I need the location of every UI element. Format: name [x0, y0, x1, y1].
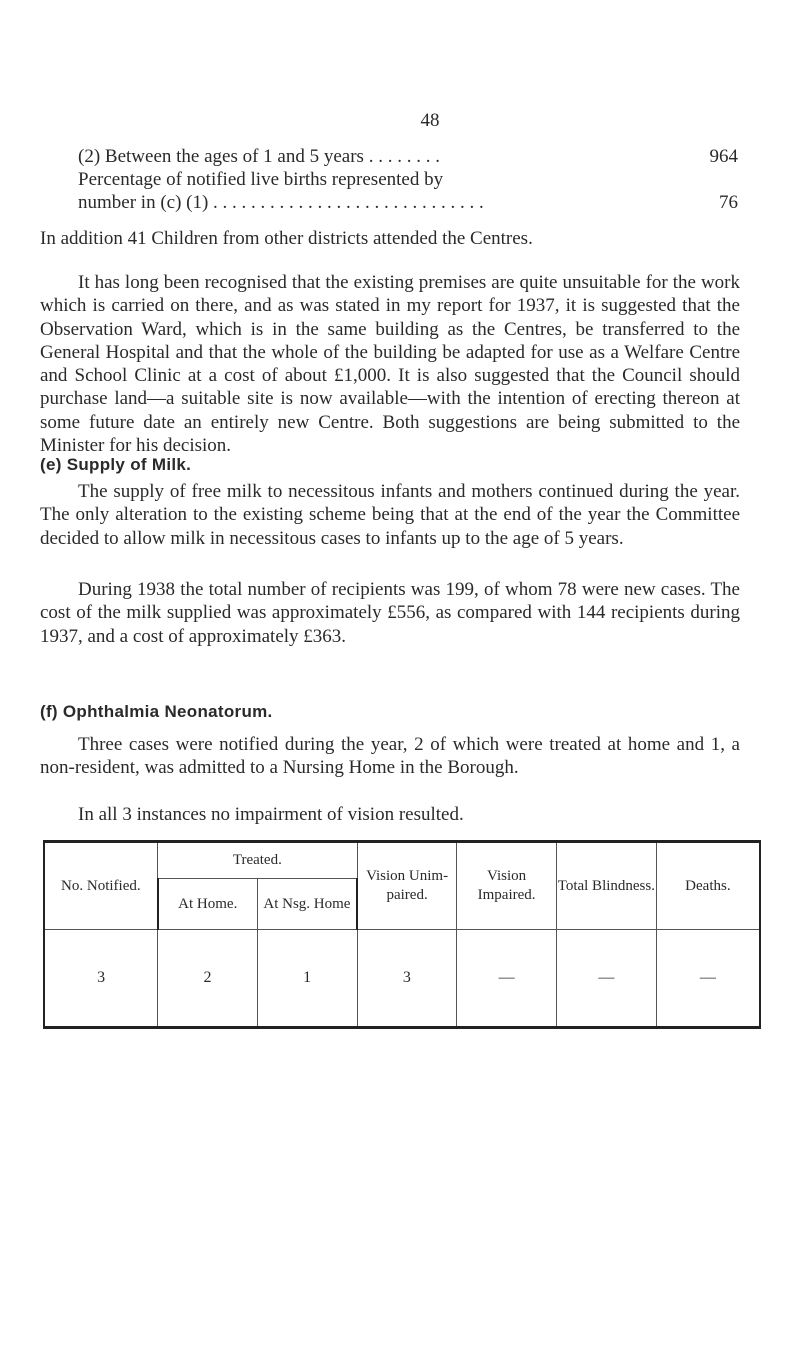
stat-label: (2) Between the ages of 1 and 5 years . . . . . . . .: [78, 146, 440, 167]
stat-value: [698, 168, 738, 191]
paragraph-ophthalmia-cases: Three cases were notified during the year, 2 of which were treated at home and 1, a non-resident, was admitted to a Nursing Home in the Borough.: [40, 734, 740, 779]
stat-label: number in (c) (1) . . . . . . . . . . . . . . . . . . . . . . . . . . . . .: [78, 192, 484, 213]
cell-at-nsg-home: 1: [257, 930, 357, 1028]
stat-value: 76: [719, 192, 738, 213]
paragraph-premises: It has long been recognised that the existing premises are quite unsuitable for the work which is carried on there, and as was stated in my report for 1937, it is suggested that the Observation Ward, which is in the same building as the Centres, be transferred to the General Hospital and that the whole of the building be adapted for use as a Welfare Centre and School Clinic at a cost of about £1,000. It is also suggested that the Council should purchase land—a suitable site is now available—with the intention of erecting thereon at some future date an entirely new Centre. Both suggestions are being submitted to the Minister for his decision.: [40, 272, 740, 457]
header-treated: Treated.: [158, 842, 357, 879]
paragraph-ophthalmia-result: In all 3 instances no impairment of vision resulted.: [78, 804, 464, 825]
cell-notified: 3: [44, 930, 158, 1028]
paragraph-milk-recipients: During 1938 the total number of recipients was 199, of whom 78 were new cases. The cost of the milk supplied was approximately £556, as compared with 144 recipients during 1937, and a cost of approximately £363.: [40, 579, 740, 647]
cell-deaths: —: [656, 930, 760, 1028]
ophthalmia-table: [43, 840, 761, 1029]
header-vision-unimpaired: Vision Unim- paired.: [357, 842, 457, 930]
cell-at-home: 2: [158, 930, 258, 1028]
header-deaths: Deaths.: [656, 842, 760, 930]
stat-value: 964: [709, 146, 738, 167]
header-at-nsg-home: At Nsg. Home: [257, 879, 357, 930]
statistics-block: [78, 145, 738, 214]
header-vision-impaired: Vision Impaired.: [457, 842, 557, 930]
table-row: [44, 930, 760, 1028]
stat-line-ages-1-5: [78, 145, 738, 168]
cell-total-blindness: —: [556, 930, 656, 1028]
header-total-blindness: Total Blindness.: [556, 842, 656, 930]
heading-ophthalmia-neonatorum: (f) Ophthalmia Neonatorum.: [40, 702, 273, 721]
cell-vision-unimpaired: 3: [357, 930, 457, 1028]
cell-vision-impaired: —: [457, 930, 557, 1028]
paragraph-addition: In addition 41 Children from other districts attended the Centres.: [40, 228, 533, 249]
header-at-home: At Home.: [158, 879, 258, 930]
stat-line-number: [78, 191, 738, 214]
page-number: 48: [420, 110, 440, 131]
stat-label: Percentage of notified live births represented by: [78, 169, 444, 190]
heading-supply-of-milk: (e) Supply of Milk.: [40, 455, 192, 474]
stat-line-percentage: [78, 168, 738, 191]
paragraph-milk-scheme: The supply of free milk to necessitous infants and mothers continued during the year. The only alteration to the existing scheme being that at the end of the year the Committee decided to allow milk in necessitous cases to infants up to the age of 5 years.: [40, 481, 740, 549]
header-no-notified: No. Notified.: [44, 842, 158, 930]
